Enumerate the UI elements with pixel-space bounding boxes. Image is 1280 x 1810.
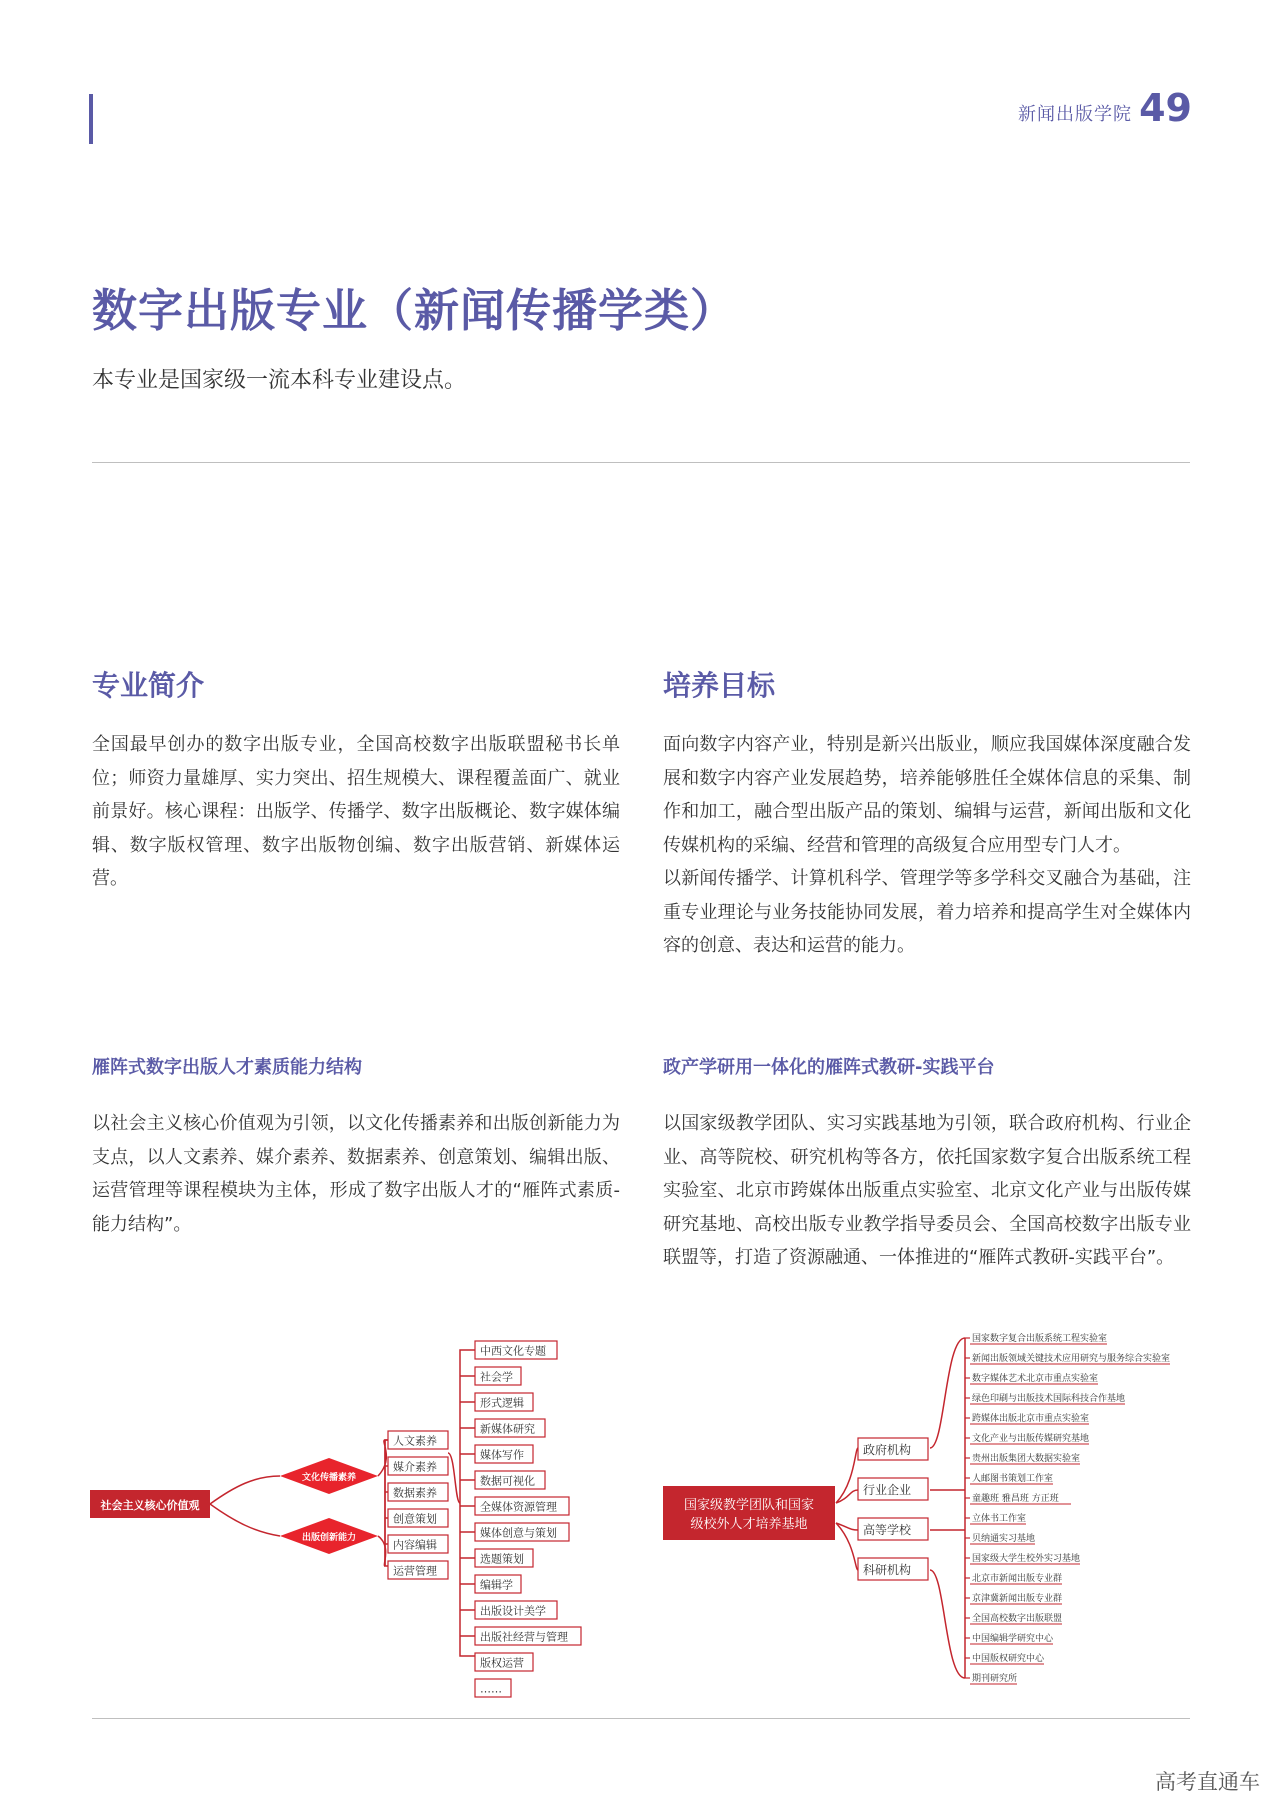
platform-item-3: 数字媒体艺术北京市重点实验室 (972, 1374, 1099, 1384)
course-node-6 (475, 1471, 545, 1489)
course-node-4-label: 新媒体研究 (480, 1422, 535, 1436)
goal-title: 培养目标 (663, 669, 776, 702)
platform-root-line-2: 级校外人才培养基地 (690, 1517, 808, 1532)
module-node-6 (388, 1561, 448, 1579)
pivot-node-2-label: 出版创新能力 (301, 1533, 357, 1543)
platform-item-8: 人邮图书策划工作室 (972, 1474, 1054, 1484)
header-bar (89, 94, 93, 144)
root-node-label: 社会主义核心价值观 (100, 1499, 200, 1512)
course-node-13 (475, 1653, 533, 1671)
module-node-2 (388, 1457, 448, 1475)
module-node-1 (388, 1431, 448, 1449)
platform-item-17: 中国版权研究中心 (972, 1654, 1045, 1664)
structure-title: 雁阵式数字出版人才素质能力结构 (92, 1057, 362, 1078)
module-node-3 (388, 1483, 448, 1501)
talent-structure-diagram (80, 1318, 640, 1698)
course-node-5-label: 媒体写作 (480, 1448, 524, 1462)
course-node-2-label: 社会学 (480, 1370, 513, 1384)
course-node-7-label: 全媒体资源管理 (480, 1500, 557, 1514)
module-node-5 (388, 1535, 448, 1553)
category-node-2 (858, 1478, 928, 1500)
intro-title: 专业简介 (92, 669, 205, 702)
platform-item-5: 跨媒体出版北京市重点实验室 (972, 1414, 1090, 1424)
goal-text (663, 728, 1191, 963)
course-node-8-label: 媒体创意与策划 (480, 1526, 557, 1540)
platform-item-15: 全国高校数字出版联盟 (972, 1614, 1063, 1624)
page-title: 数字出版专业（新闻传播学类） (92, 284, 737, 337)
course-node-1 (475, 1341, 557, 1359)
category-node-3 (858, 1518, 928, 1540)
course-node-14 (475, 1679, 511, 1697)
course-node-9-label: 选题策划 (480, 1552, 524, 1566)
platform-item-12: 国家级大学生校外实习基地 (972, 1554, 1081, 1564)
course-node-13-label: 版权运营 (480, 1656, 524, 1670)
divider-bottom (92, 1718, 1190, 1719)
course-node-8 (475, 1523, 569, 1541)
intro-text: 全国最早创办的数字出版专业，全国高校数字出版联盟秘书长单位；师资力量雄厚、实力突出、招生规模大、课程覆盖面广、就业前景好。核心课程：出版学、传播学、数字出版概论、数字媒体编辑、数字版权管理、数字出版物创编、数字出版营销、新媒体运营。 (92, 734, 620, 889)
header-school: 新闻出版学院 (1018, 104, 1132, 125)
link-root-cat1 (836, 1448, 858, 1503)
divider-top (92, 462, 1190, 463)
platform-item-13: 北京市新闻出版专业群 (972, 1574, 1063, 1584)
platform-item-7: 贵州出版集团大数据实验室 (972, 1454, 1081, 1464)
category-node-4-label: 科研机构 (863, 1563, 912, 1577)
category-node-1-label: 政府机构 (863, 1443, 912, 1457)
module-node-3-label: 数据素养 (393, 1486, 437, 1500)
page-number: 49 (1139, 86, 1192, 130)
platform-item-1: 国家数字复合出版系统工程实验室 (972, 1334, 1108, 1344)
category-node-2-label: 行业企业 (863, 1483, 912, 1497)
platform-text: 以国家级教学团队、实习实践基地为引领，联合政府机构、行业企业、高等院校、研究机构等各方，依托国家数字复合出版系统工程实验室、北京市跨媒体出版重点实验室、北京文化产业与出版传媒研究基地、高校出版专业教学指导委员会、全国高校数字出版专业联盟等，打造了资源融通、一体推进的“雁阵式教研-实践平台”。 (663, 1113, 1191, 1268)
course-node-12-label: 出版社经营与管理 (480, 1630, 568, 1644)
course-node-3 (475, 1393, 533, 1411)
module-node-5-label: 内容编辑 (393, 1538, 437, 1552)
course-node-12 (475, 1627, 581, 1645)
platform-item-18: 期刊研究所 (972, 1674, 1018, 1684)
structure-text: 以社会主义核心价值观为引领，以文化传播素养和出版创新能力为支点，以人文素养、媒介素养、数据素养、创意策划、编辑出版、运营管理等课程模块为主体，形成了数字出版人才的“雁阵式素质-能力结构”。 (92, 1113, 620, 1235)
course-node-11 (475, 1601, 557, 1619)
page-subtitle: 本专业是国家级一流本科专业建设点。 (92, 368, 467, 393)
pivot-node-1-label: 文化传播素养 (301, 1473, 357, 1483)
category-node-3-label: 高等学校 (863, 1523, 912, 1537)
platform-item-16: 中国编辑学研究中心 (972, 1634, 1054, 1644)
platform-diagram (660, 1318, 1200, 1698)
course-node-4 (475, 1419, 545, 1437)
course-node-3-label: 形式逻辑 (480, 1396, 524, 1410)
link-root-pivot1 (210, 1476, 280, 1504)
module-node-2-label: 媒介素养 (393, 1460, 437, 1474)
course-node-2 (475, 1367, 521, 1385)
platform-root-line-1: 国家级教学团队和国家 (683, 1498, 815, 1513)
category-node-4 (858, 1558, 928, 1580)
module-node-6-label: 运营管理 (393, 1564, 437, 1578)
course-node-11-label: 出版设计美学 (480, 1604, 546, 1618)
module-node-4 (388, 1509, 448, 1527)
course-node-5 (475, 1445, 533, 1463)
course-node-10-label: 编辑学 (480, 1578, 513, 1592)
platform-item-10: 立体书工作室 (972, 1514, 1027, 1524)
module-node-1-label: 人文素养 (393, 1434, 437, 1448)
platform-item-4: 绿色印刷与出版技术国际科技合作基地 (972, 1394, 1126, 1404)
platform-item-2: 新闻出版领域关键技术应用研究与服务综合实验室 (972, 1354, 1171, 1364)
module-node-4-label: 创意策划 (393, 1512, 437, 1526)
watermark: 高考直通车 (1155, 1770, 1260, 1794)
platform-item-11: 贝纳通实习基地 (972, 1534, 1036, 1544)
course-node-9 (475, 1549, 533, 1567)
platform-item-9: 童趣班 雅昌班 方正班 (972, 1494, 1059, 1504)
course-node-10 (475, 1575, 521, 1593)
course-node-7 (475, 1497, 569, 1515)
link-root-pivot2 (210, 1504, 280, 1536)
course-node-6-label: 数据可视化 (480, 1474, 535, 1488)
course-node-14-label: …… (480, 1682, 502, 1696)
goal-paragraph-2: 以新闻传播学、计算机科学、管理学等多学科交叉融合为基础，注重专业理论与业务技能协同发展，着力培养和提高学生对全媒体内容的创意、表达和运营的能力。 (663, 868, 1191, 956)
goal-paragraph-1: 面向数字内容产业，特别是新兴出版业，顺应我国媒体深度融合发展和数字内容产业发展趋势，培养能够胜任全媒体信息的采集、制作和加工，融合型出版产品的策划、编辑与运营，新闻出版和文化传媒机构的采编、经营和管理的高级复合应用型专门人才。 (663, 734, 1191, 856)
platform-title: 政产学研用一体化的雁阵式教研-实践平台 (663, 1057, 995, 1078)
category-node-1 (858, 1438, 928, 1460)
course-node-1-label: 中西文化专题 (480, 1344, 546, 1358)
platform-item-6: 文化产业与出版传媒研究基地 (972, 1434, 1090, 1444)
platform-item-14: 京津冀新闻出版专业群 (972, 1594, 1063, 1604)
